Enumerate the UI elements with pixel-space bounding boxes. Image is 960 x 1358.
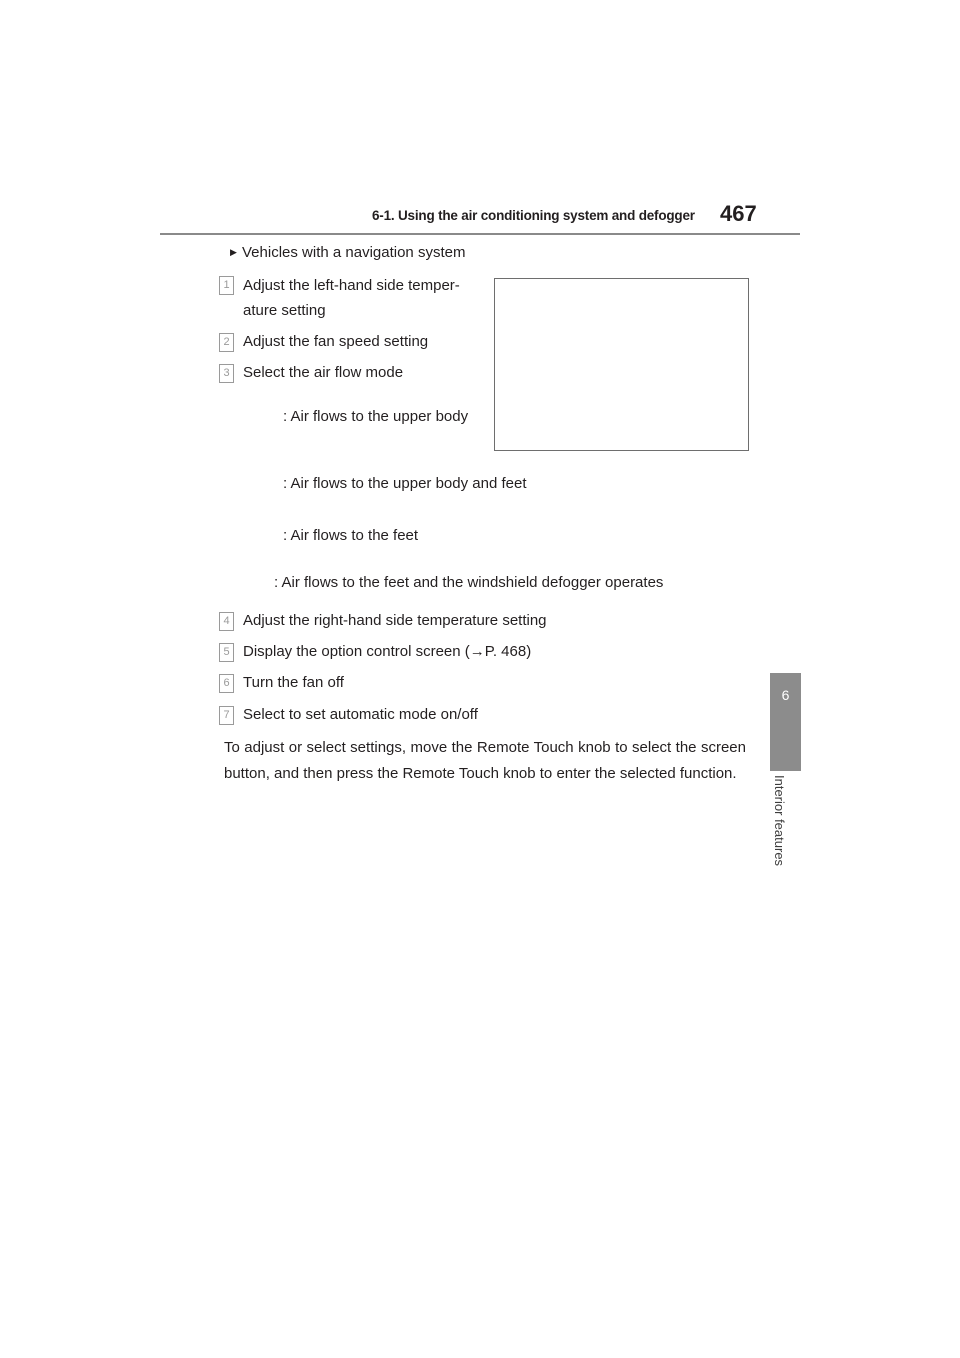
section-title: 6-1. Using the air conditioning system and defogger [372, 208, 695, 223]
subsection-heading [230, 244, 465, 261]
callout-number-3: 3 [219, 364, 234, 383]
callout-number-4: 4 [219, 612, 234, 631]
callout-number-1: 1 [219, 276, 234, 295]
item-2-text: Adjust the fan speed setting [243, 333, 429, 350]
chapter-number: 6 [781, 687, 790, 703]
air-flow-mode-upper-body: : Air flows to the upper body [283, 408, 469, 425]
item-1-text-line2: ature setting [243, 302, 326, 319]
item-6-text: Turn the fan off [243, 674, 344, 691]
item-4-text: Adjust the right-hand side temperature setting [243, 612, 547, 629]
chapter-label: Interior features [772, 775, 787, 867]
item-7-text: Select to set automatic mode on/off [243, 706, 478, 723]
callout-number-2: 2 [219, 333, 234, 352]
page-number: 467 [720, 201, 757, 226]
item-3-text: Select the air flow mode [243, 364, 404, 381]
triangle-bullet-icon: ▶ [230, 247, 237, 257]
air-flow-mode-feet-defogger: : Air flows to the feet and the windshield defogger operates [274, 574, 664, 591]
item-1-text-line1: Adjust the left-hand side temper- [243, 277, 460, 294]
subsection-label: Vehicles with a navigation system [242, 244, 466, 261]
figure-frame [494, 278, 749, 451]
instruction-paragraph: To adjust or select settings, move the Remote Touch knob to select the screen button, and then press the Remote Touch knob to enter the selected function. [224, 739, 746, 782]
callout-number-5: 5 [219, 643, 234, 662]
air-flow-mode-feet: : Air flows to the feet [283, 527, 419, 544]
item-5-text: Display the option control screen (→P. 468) [243, 643, 532, 660]
air-flow-mode-upper-body-feet: : Air flows to the upper body and feet [283, 475, 527, 492]
callout-number-7: 7 [219, 706, 234, 725]
callout-number-6: 6 [219, 674, 234, 693]
header-divider [160, 233, 800, 235]
